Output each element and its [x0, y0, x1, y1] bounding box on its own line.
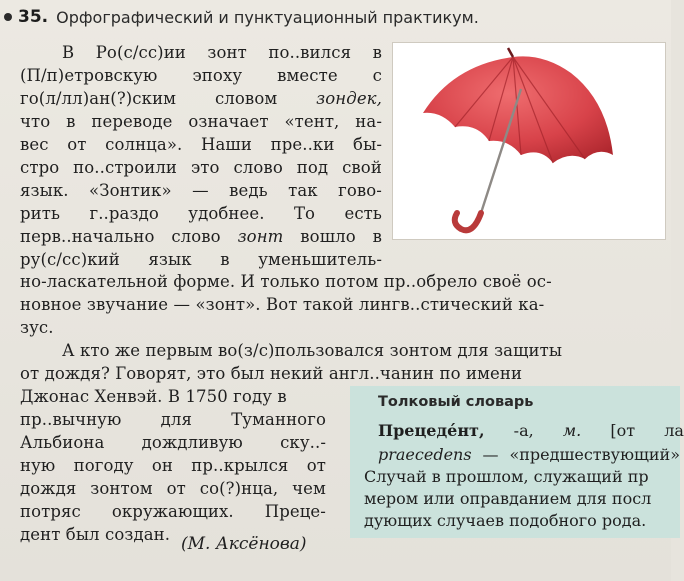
text-word: словом	[214, 89, 278, 108]
text-word: То	[293, 204, 316, 223]
text-word: с	[372, 66, 382, 85]
text-line	[20, 386, 340, 408]
text-line	[20, 294, 642, 316]
text-word: по..строили	[73, 158, 178, 177]
dictionary-title: Толковый словарь	[378, 394, 534, 410]
dictionary-line-3: Случай в прошлом, служащий пр	[364, 467, 649, 486]
text-line	[20, 180, 382, 202]
text-line	[20, 111, 382, 133]
text-word: потряс	[20, 502, 81, 521]
dictionary-word: —	[482, 445, 499, 464]
text-word: А кто же первым во(з/с)пользовался зонтом для защиты	[62, 341, 563, 360]
dictionary-line-1	[378, 420, 684, 442]
red-umbrella-icon	[393, 43, 665, 239]
text-word: удобнее.	[188, 204, 265, 223]
dictionary-word: [от	[610, 421, 636, 440]
text-word: —	[192, 181, 209, 200]
text-line	[20, 65, 382, 87]
text-word: он	[151, 456, 173, 475]
text-word: бы-	[353, 135, 382, 154]
text-word: чем	[292, 479, 326, 498]
text-word: пр..вычную	[20, 410, 122, 429]
text-word: на-	[355, 112, 382, 131]
text-word: солнца».	[105, 135, 183, 154]
text-word: Наши	[201, 135, 252, 154]
text-word: означает	[188, 112, 269, 131]
text-line	[20, 203, 382, 225]
text-line	[20, 271, 642, 293]
text-word: «тент,	[284, 112, 340, 131]
text-word: дент был создан.	[20, 525, 171, 544]
dictionary-word: «предшествующий»	[509, 445, 680, 464]
text-word: уменьшитель-	[258, 250, 382, 269]
text-word: зус.	[20, 318, 54, 337]
author-signature: (М. Аксёнова)	[181, 534, 307, 554]
dictionary-line-2	[378, 444, 680, 466]
text-word: есть	[344, 204, 382, 223]
text-line	[20, 363, 640, 385]
text-line	[20, 249, 382, 271]
text-word: зонт	[237, 227, 284, 246]
text-line	[20, 157, 382, 179]
text-word: Джонас Хенвэй. В 1750 году в	[20, 387, 287, 406]
text-word: перв..начально	[20, 227, 155, 246]
text-word: ведь	[229, 181, 268, 200]
text-line	[20, 478, 326, 500]
dictionary-word: -а,	[513, 421, 534, 440]
text-word: г..раздо	[89, 204, 159, 223]
text-word: язык	[148, 250, 192, 269]
text-word: для	[160, 410, 192, 429]
text-word: Туманного	[231, 410, 326, 429]
exercise-title: Орфографический и пунктуационный практикум.	[56, 7, 479, 27]
text-word: переводе	[91, 112, 173, 131]
text-word: ру(с/сс)кий	[20, 250, 120, 269]
text-line	[20, 409, 326, 431]
dictionary-word: praecedens	[378, 445, 472, 464]
text-word: слово	[171, 227, 221, 246]
text-word: стро	[20, 158, 60, 177]
text-line	[20, 501, 326, 523]
text-word: язык.	[20, 181, 69, 200]
text-word: от	[67, 135, 87, 154]
text-word: окружающих.	[111, 502, 234, 521]
text-word: но-ласкательной форме. И только потом пр..обрело своё ос-	[20, 272, 552, 291]
text-word: от	[306, 456, 326, 475]
text-word: под	[296, 158, 329, 177]
text-word: зонтом	[90, 479, 153, 498]
exercise-number: 35.	[18, 7, 49, 27]
text-word: вместе	[277, 66, 338, 85]
text-word: новное звучание — «зонт». Вот такой лингв..стический ка-	[20, 295, 545, 314]
dictionary-line-4: мером или оправданием для посл	[364, 489, 652, 508]
text-word: это	[190, 158, 220, 177]
text-word: погоду	[73, 456, 134, 475]
umbrella-figure	[392, 42, 666, 240]
text-word: рить	[20, 204, 61, 223]
text-word: что	[20, 112, 51, 131]
dictionary-line-5: дующих случаев подобного рода.	[364, 511, 647, 530]
text-word: по..вился	[268, 43, 352, 62]
text-word: со(?)нца,	[199, 479, 279, 498]
text-word: зонт	[207, 43, 247, 62]
text-word: в	[220, 250, 230, 269]
text-word: ную	[20, 456, 56, 475]
text-word: ску..-	[280, 433, 326, 452]
text-word: пр..крылся	[191, 456, 289, 475]
text-line	[62, 42, 382, 64]
text-word: В	[62, 43, 75, 62]
text-word: дождливую	[141, 433, 243, 452]
text-word: эпоху	[192, 66, 243, 85]
text-word: го(л/лл)ан(?)ским	[20, 89, 177, 108]
text-word: «Зонтик»	[89, 181, 172, 200]
dictionary-word: м.	[562, 421, 582, 440]
text-line	[62, 340, 652, 362]
text-word: пре..ки	[270, 135, 335, 154]
dictionary-word: ла	[664, 421, 684, 440]
text-word: так	[288, 181, 318, 200]
text-word: зондек,	[316, 89, 382, 108]
text-word: в	[372, 227, 382, 246]
text-word: вес	[20, 135, 49, 154]
text-word: свой	[342, 158, 382, 177]
text-word: Преце-	[264, 502, 326, 521]
text-word: вошло	[300, 227, 356, 246]
text-line	[20, 134, 382, 156]
dictionary-box	[350, 386, 684, 538]
text-word: (П/п)етровскую	[20, 66, 158, 85]
text-word: дождя	[20, 479, 77, 498]
text-word: от дождя? Говорят, это был некий англ..чанин по имени	[20, 364, 523, 383]
text-word: слово	[233, 158, 283, 177]
text-word: Альбиона	[20, 433, 105, 452]
text-line	[20, 88, 382, 110]
dictionary-headword: Прецеде́нт,	[378, 421, 485, 440]
text-word: Ро(с/сс)ии	[95, 43, 186, 62]
text-line	[20, 226, 382, 248]
text-line	[20, 317, 120, 339]
text-line	[20, 455, 326, 477]
text-word: в	[66, 112, 76, 131]
text-line	[20, 432, 326, 454]
text-word: в	[372, 43, 382, 62]
text-word: гово-	[338, 181, 382, 200]
text-word: от	[166, 479, 186, 498]
